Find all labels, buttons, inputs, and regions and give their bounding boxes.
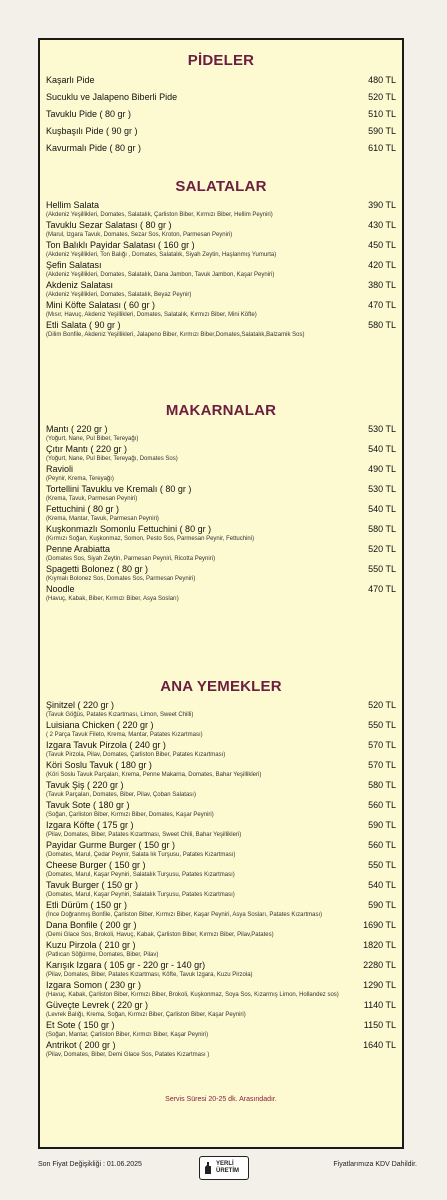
item-description: (Havuç, Kabak, Biber, Kırmızı Biber, Asya Sosları) bbox=[46, 596, 179, 602]
item-price: 530 TL bbox=[368, 484, 396, 494]
item-name: Antrikot ( 200 gr ) bbox=[46, 1040, 116, 1050]
item-description: (Levrek Balığı, Krema, Soğan, Kırmızı Biber, Çarliston Biber, Kaşar Peyniri) bbox=[46, 1012, 246, 1018]
menu-item bbox=[46, 280, 396, 299]
item-name: Şefin Salatası bbox=[46, 260, 102, 270]
menu-item bbox=[46, 524, 396, 543]
service-note: Servis Süresi 20-25 dk. Arasındadır. bbox=[165, 1096, 277, 1103]
item-description: (Soğan, Mantar, Çarliston Biber, Kırmızı Biber, Kaşar Peyniri) bbox=[46, 1032, 209, 1038]
item-price: 580 TL bbox=[368, 320, 396, 330]
item-name: Etli Salata ( 90 gr ) bbox=[46, 320, 121, 330]
menu-item bbox=[46, 444, 396, 463]
item-name: Kuzu Pirzola ( 210 gr ) bbox=[46, 940, 136, 950]
item-name: Etli Dürüm ( 150 gr ) bbox=[46, 900, 128, 910]
menu-item bbox=[46, 75, 396, 86]
item-name: Sucuklu ve Jalapeno Biberli Pide bbox=[46, 92, 178, 102]
item-description: (Mısır, Havuç, Akdeniz Yeşillikleri, Domates, Salatalık, Kırmızı Biber, Mini Köfte) bbox=[46, 312, 257, 318]
menu-item bbox=[46, 740, 396, 759]
item-name: Ton Balıklı Payidar Salatası ( 160 gr ) bbox=[46, 240, 195, 250]
item-price: 520 TL bbox=[368, 544, 396, 554]
item-name: Tortellini Tavuklu ve Kremalı ( 80 gr ) bbox=[46, 484, 192, 494]
item-price: 390 TL bbox=[368, 200, 396, 210]
item-price: 580 TL bbox=[368, 780, 396, 790]
item-price: 430 TL bbox=[368, 220, 396, 230]
item-name: Penne Arabiatta bbox=[46, 544, 111, 554]
item-name: Güveçte Levrek ( 220 gr ) bbox=[46, 1000, 149, 1010]
menu-item bbox=[46, 109, 396, 120]
item-price: 590 TL bbox=[368, 126, 396, 136]
item-price: 2280 TL bbox=[363, 960, 396, 970]
menu-item bbox=[46, 700, 396, 719]
section-title: SALATALAR bbox=[175, 178, 267, 195]
menu-item bbox=[46, 860, 396, 879]
menu-item bbox=[46, 980, 396, 999]
menu-item bbox=[46, 1000, 396, 1019]
item-price: 550 TL bbox=[368, 720, 396, 730]
section-salatalar bbox=[46, 178, 396, 339]
item-name: Ravioli bbox=[46, 464, 74, 474]
item-price: 1140 TL bbox=[363, 1000, 396, 1010]
item-price: 450 TL bbox=[368, 240, 396, 250]
item-name: Kaşarlı Pide bbox=[46, 75, 95, 85]
item-description: (Demi Glace Sos, Brokoli, Havuç, Kabak, Çarliston Biber, Kırmızı Biber, Pilav,Patates) bbox=[46, 932, 274, 938]
item-name: Tavuklu Pide ( 80 gr ) bbox=[46, 109, 132, 119]
logo-line-1: YERLİ bbox=[216, 1161, 234, 1167]
item-name: Kavurmalı Pide ( 80 gr ) bbox=[46, 143, 142, 153]
item-name: Cheese Burger ( 150 gr ) bbox=[46, 860, 146, 870]
item-name: Dana Bonfile ( 200 gr ) bbox=[46, 920, 137, 930]
menu-item bbox=[46, 940, 396, 959]
item-description: (İnce Doğranmış Bonfile, Çarliston Biber, Kırmızı Biber, Kaşar Peyniri, Asya Sosları, Patates Kızartması) bbox=[46, 912, 323, 918]
menu-item bbox=[46, 320, 396, 339]
menu-item bbox=[46, 260, 396, 279]
item-price: 590 TL bbox=[368, 900, 396, 910]
menu-item bbox=[46, 126, 396, 137]
item-price: 610 TL bbox=[368, 143, 396, 153]
item-description: (Domates, Marul, Kaşar Peyniri, Salatalık Turşusu, Patates Kızartması) bbox=[46, 892, 235, 898]
menu-item bbox=[46, 780, 396, 799]
item-price: 520 TL bbox=[368, 92, 396, 102]
menu-item bbox=[46, 564, 396, 583]
last-price-change: Son Fiyat Değişikliği : 01.06.2025 bbox=[38, 1161, 142, 1168]
section-pideler bbox=[46, 52, 396, 154]
item-price: 1290 TL bbox=[363, 980, 396, 990]
yerli-uretim-logo bbox=[199, 1156, 249, 1180]
menu-item bbox=[46, 720, 396, 739]
item-name: Fettuchini ( 80 gr ) bbox=[46, 504, 120, 514]
menu-item bbox=[46, 220, 396, 239]
item-description: (Domates, Marul, Çedar Peynir, Salata lık Turşusu, Patates Kızartması) bbox=[46, 852, 236, 858]
item-description: (Marul, Izgara Tavuk, Domates, Sezar Sos, Kroton, Parmesan Peyniri) bbox=[46, 232, 233, 238]
section-title: PİDELER bbox=[187, 52, 255, 69]
menu-item bbox=[46, 584, 396, 603]
item-description: (Tavuk Göğüs, Patates Kızartması, Limon, Sweet Chilli) bbox=[46, 712, 194, 718]
item-price: 470 TL bbox=[368, 584, 396, 594]
menu-item bbox=[46, 143, 396, 154]
item-price: 420 TL bbox=[368, 260, 396, 270]
item-description: (Domates, Marul, Kaşar Peyniri, Salatalık Turşusu, Patates Kızartması) bbox=[46, 872, 235, 878]
item-name: Tavuk Şiş ( 220 gr ) bbox=[46, 780, 124, 790]
item-description: (Kırmızı Soğan, Kuşkonmaz, Somon, Pesto Sos, Parmesan Peynir, Fettuchini) bbox=[46, 536, 255, 542]
item-description: (Peynir, Krema, Tereyağı) bbox=[46, 476, 114, 482]
item-name: Luisiana Chicken ( 220 gr ) bbox=[46, 720, 154, 730]
item-name: Karışık Izgara ( 105 gr - 220 gr - 140 gr) bbox=[46, 960, 206, 970]
item-name: Hellim Salata bbox=[46, 200, 100, 210]
menu-item bbox=[46, 840, 396, 859]
item-price: 1150 TL bbox=[363, 1020, 396, 1030]
item-price: 540 TL bbox=[368, 880, 396, 890]
item-name: Mantı ( 220 gr ) bbox=[46, 424, 108, 434]
item-name: Mini Köfte Salatası ( 60 gr ) bbox=[46, 300, 156, 310]
item-price: 380 TL bbox=[368, 280, 396, 290]
item-description: (Akdeniz Yeşillikleri, Ton Balığı , Domates, Salatalık, Siyah Zeytin, Haşlanmış Yumurta) bbox=[46, 252, 277, 258]
item-name: Kuşbaşılı Pide ( 90 gr ) bbox=[46, 126, 138, 136]
item-price: 550 TL bbox=[368, 564, 396, 574]
menu-item bbox=[46, 544, 396, 563]
item-name: Izgara Somon ( 230 gr ) bbox=[46, 980, 142, 990]
item-description: (Krema, Tavuk, Parmesan Peyniri) bbox=[46, 496, 138, 502]
menu-item bbox=[46, 1020, 396, 1039]
item-description: (Soğan, Çarliston Biber, Kırmızı Biber, Domates, Kaşar Peyniri) bbox=[46, 812, 214, 818]
item-name: Tavuklu Sezar Salatası ( 80 gr ) bbox=[46, 220, 172, 230]
section-title: ANA YEMEKLER bbox=[160, 678, 282, 695]
item-description: (Yoğurt, Nane, Pul Biber, Tereyağı) bbox=[46, 436, 139, 442]
item-price: 540 TL bbox=[368, 504, 396, 514]
menu-item bbox=[46, 760, 396, 779]
kdv-note: Fiyatlarımıza KDV Dahildir. bbox=[333, 1161, 417, 1168]
item-description: (Pilav, Domates, Biber, Patates Kızartması, Köfte, Tavuk Izgara, Kuzu Pirzola) bbox=[46, 972, 253, 978]
section-ana-yemekler bbox=[46, 678, 396, 1059]
item-price: 520 TL bbox=[368, 700, 396, 710]
item-description: (Patlıcan Söğürme, Domates, Biber, Pilav) bbox=[46, 952, 159, 958]
item-price: 490 TL bbox=[368, 464, 396, 474]
item-price: 1690 TL bbox=[363, 920, 396, 930]
section-makarnalar bbox=[46, 402, 396, 603]
item-price: 560 TL bbox=[368, 840, 396, 850]
menu-item bbox=[46, 240, 396, 259]
item-price: 1820 TL bbox=[363, 940, 396, 950]
item-name: Şinitzel ( 220 gr ) bbox=[46, 700, 115, 710]
menu-item bbox=[46, 900, 396, 919]
menu-item bbox=[46, 300, 396, 319]
hand-logo-icon bbox=[203, 1161, 213, 1175]
item-price: 470 TL bbox=[368, 300, 396, 310]
item-description: (Yoğurt, Nane, Pul Biber, Tereyağı, Domates Sos) bbox=[46, 456, 178, 462]
item-description: (Kıymalı Bolonez Sos, Domates Sos, Parmesan Peyniri) bbox=[46, 576, 196, 582]
item-name: Et Sote ( 150 gr ) bbox=[46, 1020, 115, 1030]
item-price: 540 TL bbox=[368, 444, 396, 454]
item-price: 580 TL bbox=[368, 524, 396, 534]
logo-line-2: ÜRETİM bbox=[216, 1168, 239, 1174]
item-name: Köri Soslu Tavuk ( 180 gr ) bbox=[46, 760, 152, 770]
item-name: Akdeniz Salatası bbox=[46, 280, 114, 290]
item-price: 1640 TL bbox=[363, 1040, 396, 1050]
item-description: ( 2 Parça Tavuk Fileto, Krema, Mantar, Patates Kızartması) bbox=[46, 732, 203, 738]
menu-item bbox=[46, 1040, 396, 1059]
item-name: Tavuk Sote ( 180 gr ) bbox=[46, 800, 130, 810]
item-price: 530 TL bbox=[368, 424, 396, 434]
menu-card bbox=[38, 38, 404, 1149]
item-name: Kuşkonmazlı Somonlu Fettuchini ( 80 gr ) bbox=[46, 524, 212, 534]
item-description: (Krema, Mantar, Tavuk, Parmesan Peyniri) bbox=[46, 516, 159, 522]
item-description: (Akdeniz Yeşillikleri, Domates, Salatalık, Dana Jambon, Tavuk Jambon, Kaşar Peyniri) bbox=[46, 272, 275, 278]
item-name: Noodle bbox=[46, 584, 75, 594]
menu-item bbox=[46, 200, 396, 219]
section-title: MAKARNALAR bbox=[165, 402, 277, 419]
item-description: (Pilav, Domates, Biber, Patates Kızartması, Sweet Chili, Bahar Yeşillikleri) bbox=[46, 832, 242, 838]
menu-item bbox=[46, 484, 396, 503]
item-name: Tavuk Burger ( 150 gr ) bbox=[46, 880, 139, 890]
item-price: 480 TL bbox=[368, 75, 396, 85]
item-description: (Domates Sos, Siyah Zeytin, Parmesan Peyniri, Ricotta Peyniri) bbox=[46, 556, 216, 562]
item-description: (Akdeniz Yeşillikleri, Domates, Salatalık, Beyaz Peynir) bbox=[46, 292, 192, 298]
item-name: Çıtır Mantı ( 220 gr ) bbox=[46, 444, 128, 454]
item-name: Izgara Tavuk Pirzola ( 240 gr ) bbox=[46, 740, 166, 750]
item-description: (Akdeniz Yeşillikleri, Domates, Salatalık, Çarliston Biber, Kırmızı Biber, Hellim Peyniri) bbox=[46, 212, 273, 218]
menu-item bbox=[46, 880, 396, 899]
item-description: (Köri Soslu Tavuk Parçaları, Krema, Penne Makarna, Domates, Bahar Yeşillikleri) bbox=[46, 772, 262, 778]
item-description: (Pilav, Domates, Biber, Demi Glace Sos, Patates Kızartması ) bbox=[46, 1052, 210, 1058]
item-price: 570 TL bbox=[368, 740, 396, 750]
menu-item bbox=[46, 960, 396, 979]
menu-item bbox=[46, 800, 396, 819]
item-name: Payidar Gurme Burger ( 150 gr ) bbox=[46, 840, 176, 850]
item-price: 570 TL bbox=[368, 760, 396, 770]
menu-item bbox=[46, 920, 396, 939]
menu-item bbox=[46, 424, 396, 443]
item-name: Izgara Köfte ( 175 gr ) bbox=[46, 820, 134, 830]
item-price: 550 TL bbox=[368, 860, 396, 870]
item-name: Spagetti Bolonez ( 80 gr ) bbox=[46, 564, 149, 574]
menu-item bbox=[46, 504, 396, 523]
item-price: 510 TL bbox=[368, 109, 396, 119]
item-description: (Tavuk Pirzola, Pilav, Domates, Çarliston Biber, Patates Kızartması) bbox=[46, 752, 226, 758]
item-price: 590 TL bbox=[368, 820, 396, 830]
item-description: (Tavuk Parçaları, Domates, Biber, Pilav, Çoban Salatası) bbox=[46, 792, 196, 798]
item-description: (Dilim Bonfile, Akdeniz Yeşillikleri, Jalapeno Biber, Kırmızı Biber,Domates,Salatalık,Balzamik Sos) bbox=[46, 332, 305, 338]
menu-item bbox=[46, 92, 396, 103]
item-description: (Havuç, Kabak, Çarliston Biber, Kırmızı Biber, Brokoli, Kuşkonmaz, Soya Sos, Kızarmış Limon, Hollandez sos) bbox=[46, 992, 339, 998]
menu-item bbox=[46, 820, 396, 839]
menu-item bbox=[46, 464, 396, 483]
item-price: 560 TL bbox=[368, 800, 396, 810]
